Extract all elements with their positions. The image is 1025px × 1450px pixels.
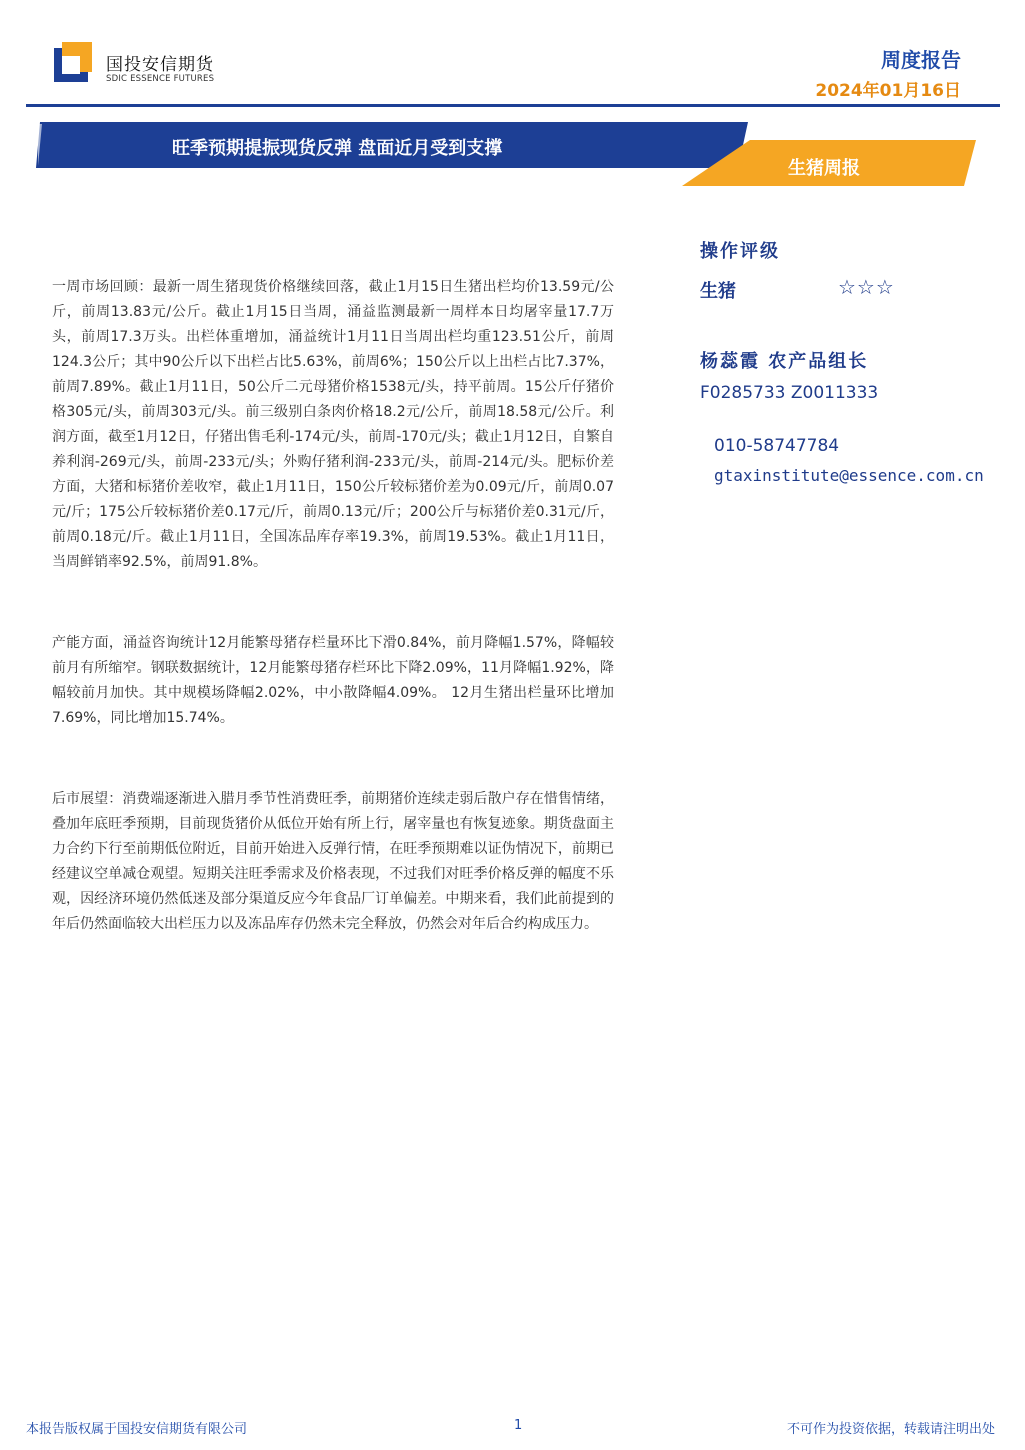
market-review-paragraph: 一周市场回顾：最新一周生猪现货价格继续回落，截止1月15日生猪出栏均价13.59元/公斤，前周13.83元/公斤。截止1月15日当周，涌益监测最新一周样本日均屠宰量17.7万头，前周17.3万头。出栏体重增加，涌益统计1月11日当周出栏均重123.51公斤，前周124.3公斤；其中90公斤以下出栏占比5.63%，前周6%；150公斤以上出栏占比7.37%，前周7.89%。截止1月11日，50公斤二元母猪价格1538元/头，持平前周。15公斤仔猪价格305元/头，前周303元/头。前三级别白条肉价格18.2元/公斤，前周18.58元/公斤。利润方面，截至1月12日，仔猪出售毛利-174元/头，前周-170元/头；截止1月12日，自繁自养利润-269元/头，前周-233元/头；外购仔猪利润-233元/头，前周-214元/头。肥标价差方面，大猪和标猪价差收窄，截止1月11日，150公斤较标猪价差为0.09元/斤，前周0.07元/斤；175公斤较标猪价差0.17元/斤，前周0.13元/斤；200公斤与标猪价差0.31元/斤，前周0.18元/斤。截止1月11日，全国冻品库存率19.3%，前周19.53%。截止1月11日，当周鲜销率92.5%，前周91.8%。 (52, 279, 614, 570)
report-body (52, 275, 614, 993)
capacity-paragraph: 产能方面，涌益咨询统计12月能繁母猪存栏量环比下滑0.84%，前月降幅1.57%，降幅较前月有所缩窄。钢联数据统计，12月能繁母猪存栏环比下降2.09%，11月降幅1.92%，降幅较前月加快。其中规模场降幅2.02%，中小散降幅4.09%。 12月生猪出栏量环比增加7.69%，同比增加15.74%。 (52, 635, 614, 726)
sidebar (700, 237, 1020, 485)
footer-copyright: 本报告版权属于国投安信期货有限公司 (26, 1422, 248, 1437)
report-date: 2024年01月16日 (815, 81, 961, 101)
rating-stars-icon: ☆☆☆ (838, 275, 895, 299)
footer-disclaimer: 不可作为投资依据，转载请注明出处 (786, 1422, 995, 1437)
header-divider (26, 104, 1000, 107)
report-type: 周度报告 (881, 48, 961, 72)
report-header (0, 0, 1025, 110)
page-number: 1 (514, 1418, 523, 1433)
rating-title: 操作评级 (700, 241, 780, 262)
logo-english-name: SDIC ESSENCE FUTURES (106, 74, 215, 84)
rating-item: 生猪 (700, 281, 736, 302)
contact-email[interactable]: gtaxinstitute@essence.com.cn (714, 466, 984, 485)
rating-row (700, 277, 1020, 309)
outlook-paragraph: 后市展望：消费端逐渐进入腊月季节性消费旺季，前期猪价连续走弱后散户存在惜售情绪，叠加年底旺季预期，目前现货猪价从低位开始有所上行，屠宰量也有恢复迹象。期货盘面主力合约下行至前期低位附近，目前开始进入反弹行情，在旺季预期难以证伪情况下，前期已经建议空单减仓观望。短期关注旺季需求及价格表现，不过我们对旺季价格反弹的幅度不乐观，因经济环境仍然低迷及部分渠道反应今年食品厂订单偏差。中期来看，我们此前提到的年后仍然面临较大出栏压力以及冻品库存仍然未完全释放，仍然会对年后合约构成压力。 (52, 791, 614, 932)
report-category: 生猪周报 (788, 158, 860, 179)
report-headline: 旺季预期提振现货反弹 盘面近月受到支撑 (172, 138, 503, 159)
analyst-license: F0285733 Z0011333 (700, 383, 879, 403)
company-logo (54, 42, 234, 88)
logo-chinese-name: 国投安信期货 (106, 55, 214, 75)
logo-mark-icon (54, 42, 98, 86)
analyst-name: 杨蕊霞 农产品组长 (700, 351, 869, 372)
contact-phone: 010-58747784 (714, 436, 840, 456)
page-footer (0, 1416, 1025, 1440)
